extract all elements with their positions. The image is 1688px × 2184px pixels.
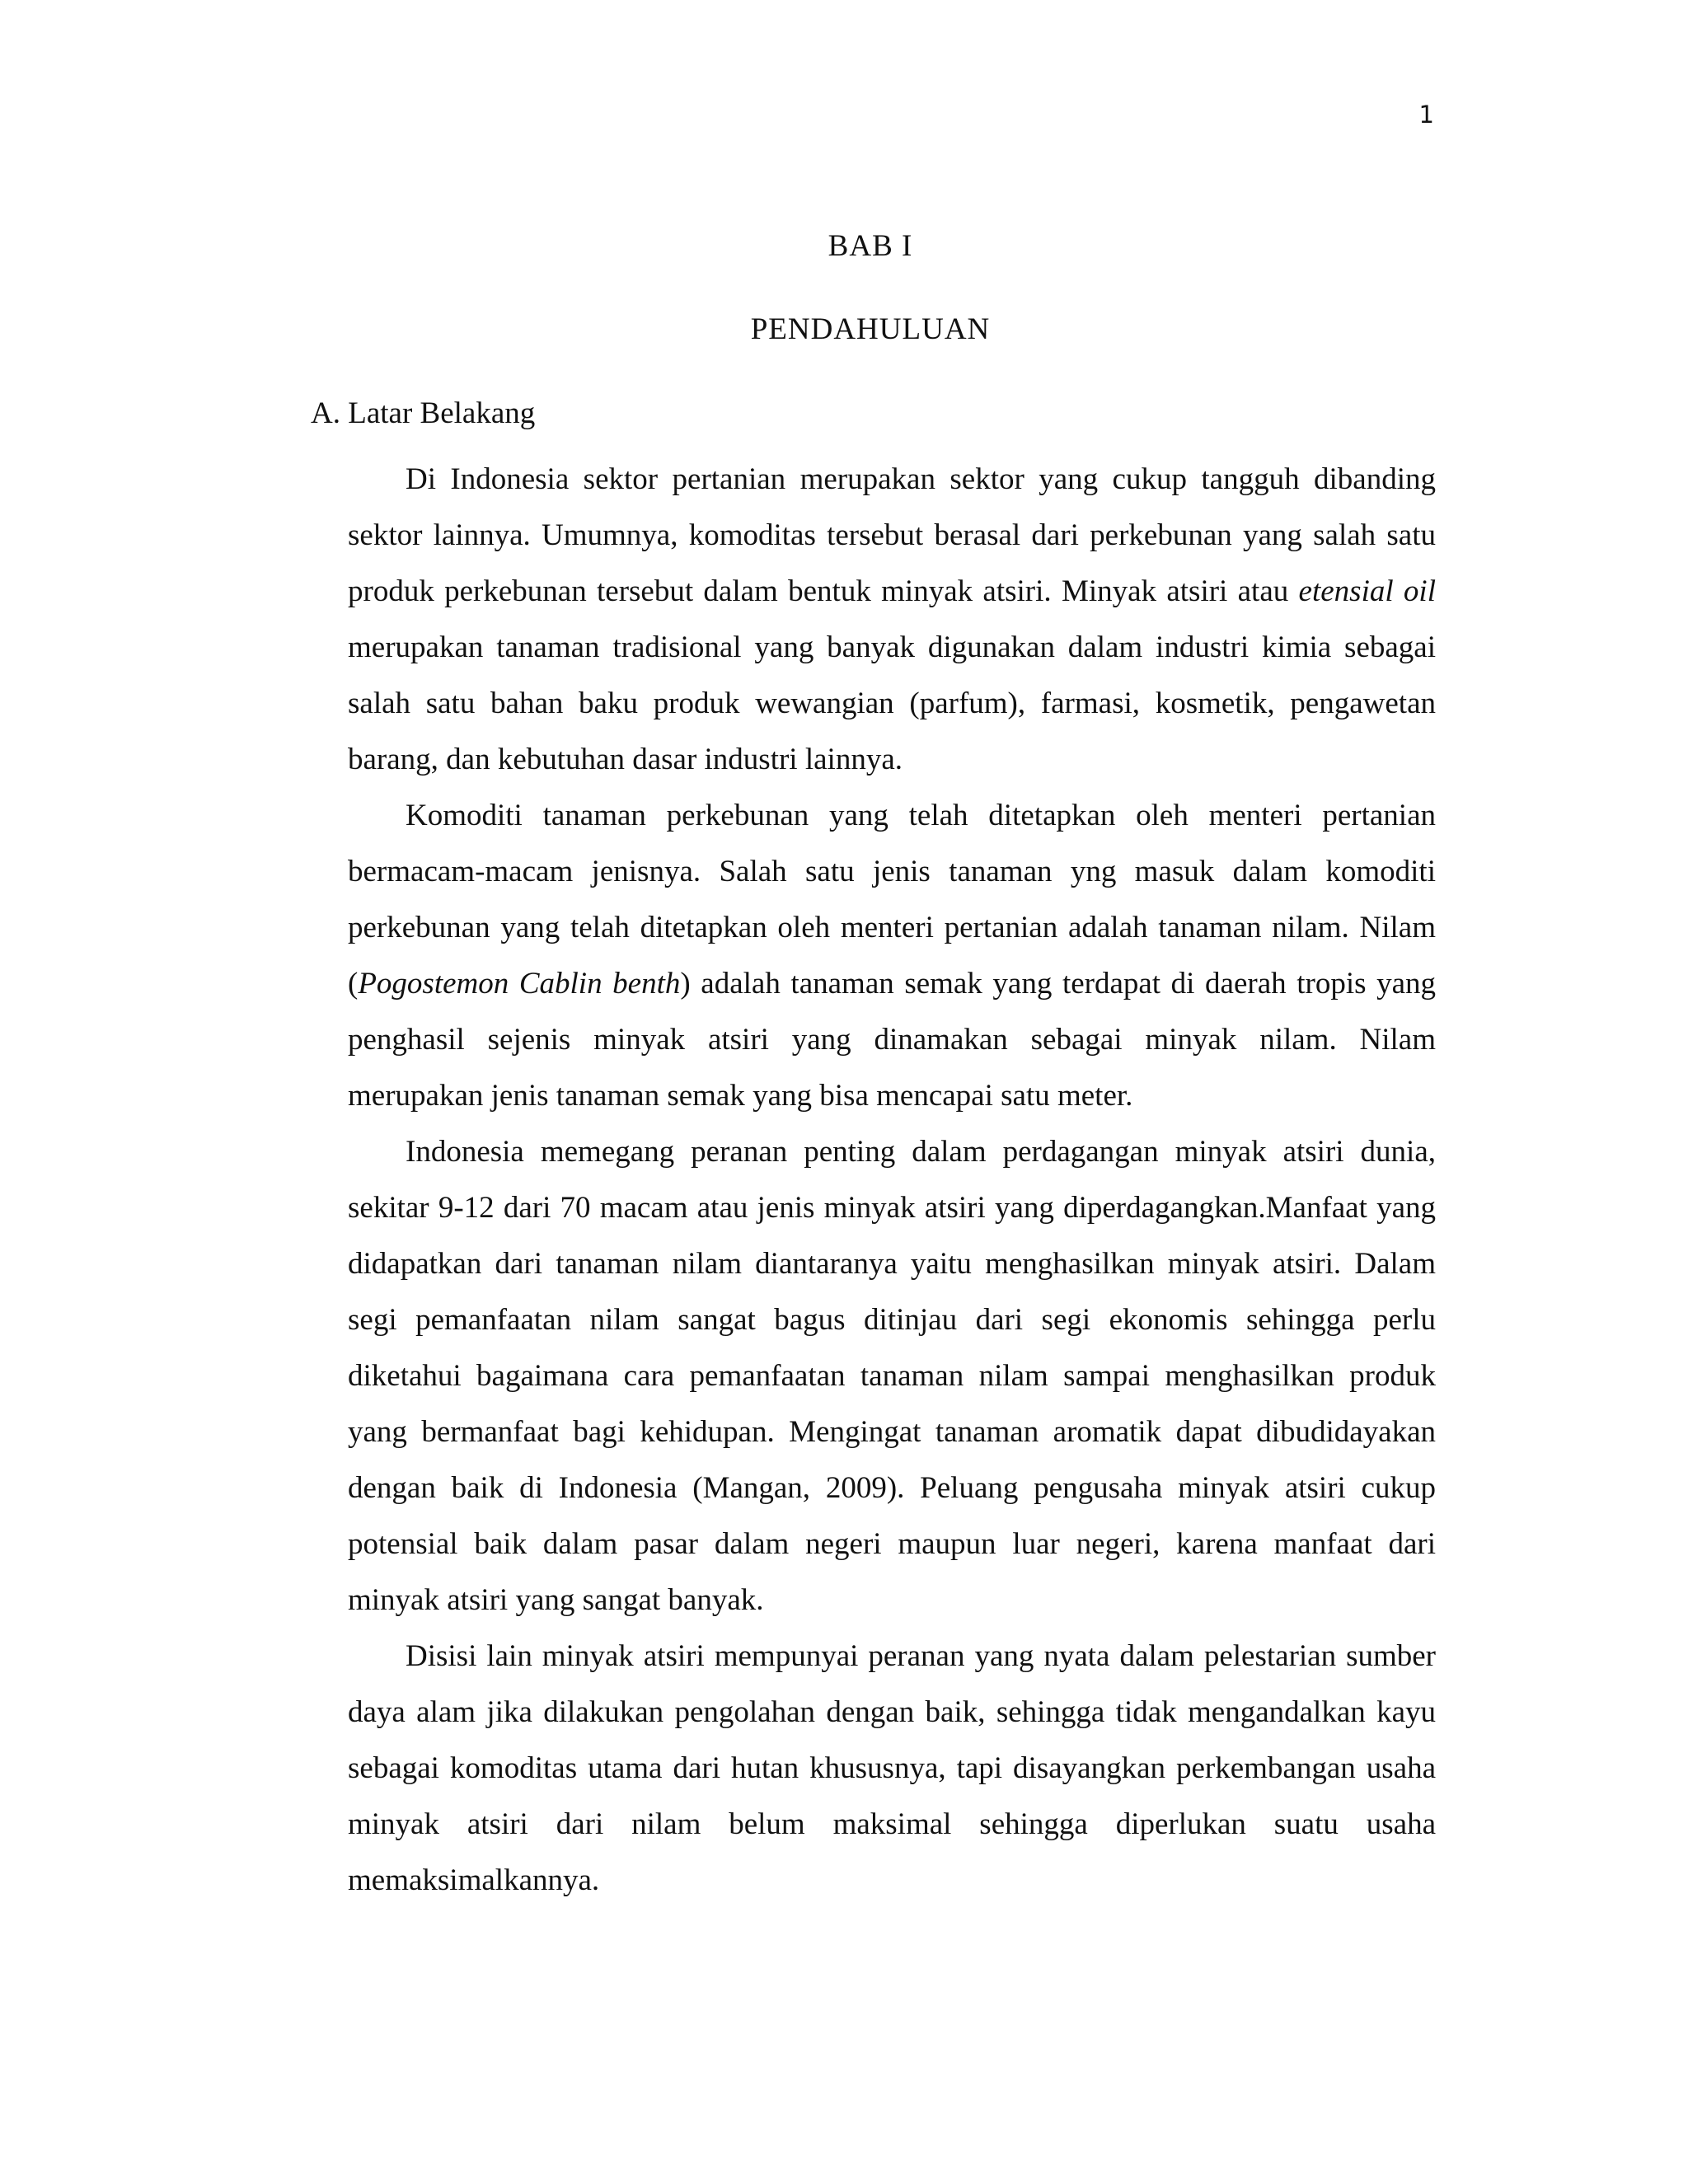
chapter-label: BAB I [828,229,913,263]
body-text [348,452,1436,1909]
paragraph-text: Disisi lain minyak atsiri mempunyai peranan yang nyata dalam pelestarian sumber daya alam jika dilakukan pengolahan dengan baik, sehingga tidak mengandalkan kayu sebagai komoditas utama dari hutan khususnya, tapi disayangkan perkembangan usaha minyak atsiri dari nilam belum maksimal sehingga diperlukan suatu usaha memaksimalkannya. [348,1639,1436,1897]
paragraph-text: Di Indonesia sektor pertanian merupakan sektor yang cukup tangguh dibanding sektor lainnya. Umumnya, komoditas tersebut berasal dari perkebunan yang salah satu produk perkebunan tersebut dalam bentuk minyak atsiri. Minyak atsiri atau [348,462,1436,608]
paragraph-text-italic: etensial oil [1298,574,1436,608]
paragraph [348,452,1436,788]
paragraph-text: Komoditi tanaman perkebunan yang telah ditetapkan oleh menteri pertanian bermacam-macam jenisnya. Salah satu jenis tanaman yng masuk dalam komoditi perkebunan yang telah ditetapkan oleh menteri pertanian adalah tanaman nilam. Nilam ( [348,799,1436,1001]
paragraph-text: Indonesia memegang peranan penting dalam perdagangan minyak atsiri dunia, sekitar 9-12 dari 70 macam atau jenis minyak atsiri yang diperdagangkan.Manfaat yang didapatkan dari tanaman nilam diantaranya yaitu menghasilkan minyak atsiri. Dalam segi pemanfaatan nilam sangat bagus ditinjau dari segi ekonomis sehingga perlu diketahui bagaimana cara pemanfaatan tanaman nilam sampai menghasilkan produk yang bermanfaat bagi kehidupan. Mengingat tanaman aromatik dapat dibudidayakan dengan baik di Indonesia (Mangan, 2009). Peluang pengusaha minyak atsiri cukup potensial baik dalam pasar dalam negeri maupun luar negeri, karena manfaat dari minyak atsiri yang sangat banyak. [348,1135,1436,1617]
section-heading: A. Latar Belakang [311,396,536,430]
paragraph-text: ) adalah tanaman semak yang terdapat di daerah tropis yang penghasil sejenis minyak atsiri yang dinamakan sebagai minyak nilam. Nilam merupakan jenis tanaman semak yang bisa mencapai satu meter. [348,967,1437,1113]
paragraph-text: merupakan tanaman tradisional yang banyak digunakan dalam industri kimia sebagai salah satu bahan baku produk wewangian (parfum), farmasi, kosmetik, pengawetan barang, dan kebutuhan dasar industri lainnya. [348,630,1436,776]
chapter-title: PENDAHULUAN [750,312,991,346]
paragraph [348,1629,1436,1909]
paragraph-text-italic: Pogostemon Cablin benth [358,967,681,1001]
paragraph [348,788,1436,1124]
page-number: 1 [1418,101,1434,129]
paragraph [348,1124,1436,1629]
